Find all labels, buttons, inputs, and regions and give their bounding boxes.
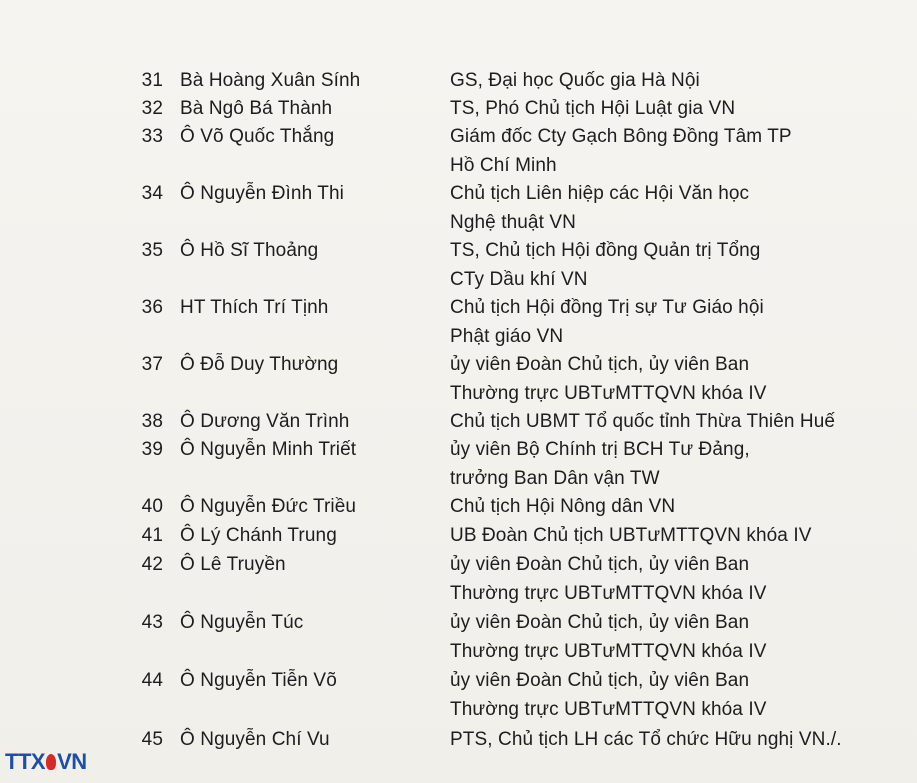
member-name: Ô Nguyễn Minh Triết <box>180 439 357 460</box>
member-role: ủy viên Đoàn Chủ tịch, ủy viên Ban <box>450 354 750 375</box>
member-role: TS, Chủ tịch Hội đồng Quản trị Tổng <box>450 240 761 261</box>
member-name: Ô Lê Truyền <box>180 554 286 575</box>
ttxvn-logo <box>5 750 87 774</box>
member-role: ủy viên Đoàn Chủ tịch, ủy viên Ban <box>450 670 750 691</box>
logo-text-left: TTX <box>5 749 46 774</box>
member-role: Hồ Chí Minh <box>450 155 557 176</box>
member-role: Chủ tịch Liên hiệp các Hội Văn học <box>450 183 750 204</box>
member-role: Nghệ thuật VN <box>450 212 576 233</box>
item-number: 32 <box>141 98 163 119</box>
member-role: UB Đoàn Chủ tịch UBTưMTTQVN khóa IV <box>450 525 812 546</box>
member-role: ủy viên Đoàn Chủ tịch, ủy viên Ban <box>450 554 750 575</box>
member-name: Ô Nguyễn Túc <box>180 612 304 633</box>
item-number: 31 <box>141 70 163 91</box>
item-number: 38 <box>141 411 163 432</box>
logo-text-right: VN <box>57 749 87 774</box>
item-number: 42 <box>141 554 163 575</box>
member-name: Ô Nguyễn Đình Thi <box>180 183 344 204</box>
item-number: 41 <box>141 525 163 546</box>
item-number: 33 <box>141 126 163 147</box>
member-role: Thường trực UBTưMTTQVN khóa IV <box>450 641 767 662</box>
member-role: Chủ tịch Hội Nông dân VN <box>450 496 676 517</box>
member-role: ủy viên Đoàn Chủ tịch, ủy viên Ban <box>450 612 750 633</box>
member-role: Thường trực UBTưMTTQVN khóa IV <box>450 699 767 720</box>
item-number: 44 <box>141 670 163 691</box>
member-role: Chủ tịch Hội đồng Trị sự Tư Giáo hội <box>450 297 764 318</box>
item-number: 45 <box>141 729 163 750</box>
item-number: 36 <box>141 297 163 318</box>
member-name: Ô Hồ Sĩ Thoảng <box>180 240 319 261</box>
item-number: 40 <box>141 496 163 517</box>
member-name: Ô Đỗ Duy Thường <box>180 354 339 375</box>
member-role: GS, Đại học Quốc gia Hà Nội <box>450 70 700 91</box>
member-role: Chủ tịch UBMT Tổ quốc tỉnh Thừa Thiên Huế <box>450 411 836 432</box>
item-number: 37 <box>141 354 163 375</box>
member-name: Ô Võ Quốc Thắng <box>180 126 335 147</box>
member-name: HT Thích Trí Tịnh <box>180 297 329 318</box>
member-name: Ô Nguyễn Đức Triều <box>180 496 357 517</box>
member-role: CTy Dầu khí VN <box>450 269 588 290</box>
member-role: Thường trực UBTưMTTQVN khóa IV <box>450 383 767 404</box>
member-role: trưởng Ban Dân vận TW <box>450 468 660 489</box>
member-name: Ô Nguyễn Chí Vu <box>180 729 330 750</box>
member-role: PTS, Chủ tịch LH các Tổ chức Hữu nghị VN./. <box>450 729 842 750</box>
member-name: Ô Dương Văn Trình <box>180 411 350 432</box>
item-number: 35 <box>141 240 163 261</box>
item-number: 34 <box>141 183 163 204</box>
item-number: 43 <box>141 612 163 633</box>
flame-icon <box>46 754 56 770</box>
member-role: Giám đốc Cty Gạch Bông Đồng Tâm TP <box>450 126 792 147</box>
member-name: Ô Lý Chánh Trung <box>180 525 337 546</box>
item-number: 39 <box>141 439 163 460</box>
member-name: Ô Nguyễn Tiễn Võ <box>180 670 337 691</box>
member-role: TS, Phó Chủ tịch Hội Luật gia VN <box>450 98 736 119</box>
member-name: Bà Hoàng Xuân Sính <box>180 70 361 91</box>
member-role: ủy viên Bộ Chính trị BCH Tư Đảng, <box>450 439 750 460</box>
member-role: Phật giáo VN <box>450 326 564 347</box>
member-name: Bà Ngô Bá Thành <box>180 98 333 119</box>
member-role: Thường trực UBTưMTTQVN khóa IV <box>450 583 767 604</box>
